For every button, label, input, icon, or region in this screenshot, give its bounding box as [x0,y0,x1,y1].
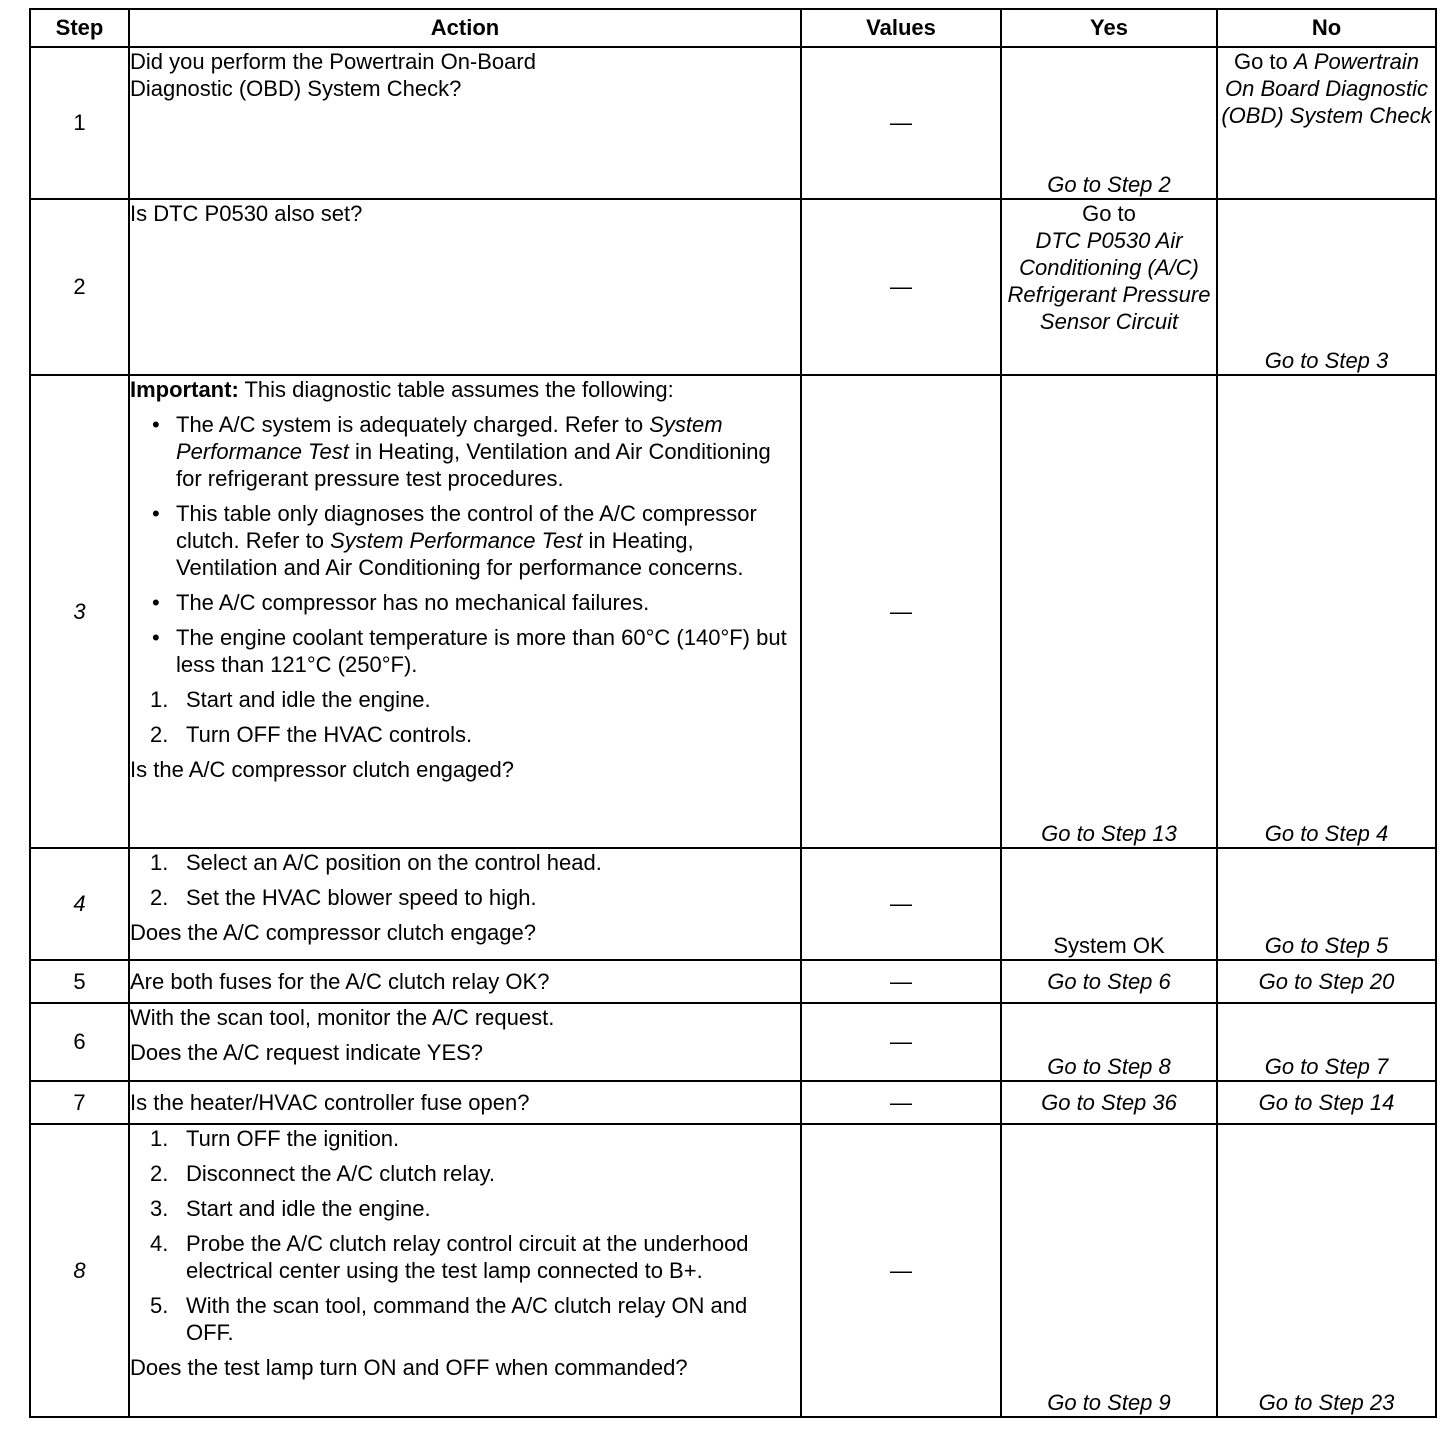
table-row-step-2 [30,199,1436,375]
diagnostic-table [29,8,1437,1418]
bullet-reference: System Performance Test [176,412,723,464]
header-yes: Yes [1001,9,1217,47]
bullet-reference: System Performance Test [330,528,583,553]
no-result: Go to Step 3 [1217,199,1436,375]
action-cell [129,1124,801,1417]
values-cell: — [801,1124,1001,1417]
step-index: 1. [150,850,169,875]
values-cell: — [801,199,1001,375]
list-item [130,1125,800,1152]
yes-result: System OK [1001,848,1217,960]
header-row [30,9,1436,47]
action-question: Does the A/C request indicate YES? [130,1040,484,1065]
action-cell [129,848,801,960]
list-item [130,686,800,713]
action-cell [129,1081,801,1124]
step-number: 1 [30,47,129,199]
step-text: Probe the A/C clutch relay control circuit at the underhood electrical center using the test lamp connected to B+. [186,1231,749,1283]
step-index: 2. [150,885,169,910]
assumptions-list [130,411,800,678]
table-row-step-5 [30,960,1436,1003]
bullet-text: The engine coolant temperature is more than 60°C (140°F) but less than 121°C (250°F). [176,625,787,677]
step-text: Turn OFF the HVAC controls. [186,722,473,747]
header-values: Values [801,9,1001,47]
table-row-step-6 [30,1003,1436,1081]
list-item [130,721,800,748]
action-question: Are both fuses for the A/C clutch relay OK? [130,969,550,994]
bullet-text: This table only diagnoses the control of the A/C compressor clutch. Refer to [176,501,757,553]
list-item [130,589,800,616]
action-question: Is DTC P0530 also set? [130,201,363,226]
no-result-reference: A Powertrain On Board Diagnostic (OBD) System Check [1221,49,1432,128]
important-text: This diagnostic table assumes the following: [238,377,674,402]
important-note [130,376,800,403]
list-item [130,1230,800,1284]
action-cell [129,375,801,848]
yes-result: Go to Step 9 [1001,1124,1217,1417]
list-item [130,884,800,911]
step-index: 1. [150,1126,169,1151]
no-result-prefix: Go to [1233,49,1288,74]
values-cell: — [801,375,1001,848]
step-text: Start and idle the engine. [186,687,431,712]
table-row-step-8 [30,1124,1436,1417]
no-result: Go to Step 4 [1217,375,1436,848]
bullet-text: The A/C compressor has no mechanical failures. [176,590,650,615]
action-question: Is the A/C compressor clutch engaged? [130,757,514,782]
bullet-text: in Heating, Ventilation and Air Conditioning for refrigerant pressure test procedures. [176,439,771,491]
procedure-steps [130,849,800,911]
values-cell: — [801,1003,1001,1081]
step-index: 1. [150,687,169,712]
step-text: Turn OFF the ignition. [186,1126,400,1151]
step-number: 3 [30,375,129,848]
bullet-text: The A/C system is adequately charged. Refer to [176,412,650,437]
yes-result-reference: DTC P0530 Air Conditioning (A/C) Refrigerant Pressure Sensor Circuit [1007,228,1211,334]
list-item [130,849,800,876]
action-question: Did you perform the Powertrain On-Board Diagnostic (OBD) System Check? [130,49,536,101]
important-label: Important: [130,377,239,402]
no-result [1217,47,1436,199]
step-text: Start and idle the engine. [186,1196,431,1221]
step-index: 3. [150,1196,169,1221]
header-step: Step [30,9,129,47]
list-item [130,1195,800,1222]
step-number: 2 [30,199,129,375]
action-cell [129,1003,801,1081]
table-row-step-4 [30,848,1436,960]
action-cell [129,47,801,199]
yes-result: Go to Step 13 [1001,375,1217,848]
bullet-text: in Heating, Ventilation and Air Conditioning for performance concerns. [176,528,744,580]
values-cell: — [801,47,1001,199]
yes-result: Go to Step 6 [1001,960,1217,1003]
step-text: Select an A/C position on the control head. [186,850,602,875]
no-result: Go to Step 23 [1217,1124,1436,1417]
step-number: 6 [30,1003,129,1081]
yes-result: Go to Step 2 [1001,47,1217,199]
table-row-step-1 [30,47,1436,199]
step-number: 8 [30,1124,129,1417]
yes-result [1001,199,1217,375]
action-cell [129,960,801,1003]
yes-result: Go to Step 36 [1001,1081,1217,1124]
table-row-step-3 [30,375,1436,848]
procedure-steps [130,686,800,748]
values-cell: — [801,960,1001,1003]
values-cell: — [801,848,1001,960]
action-instruction: With the scan tool, monitor the A/C request. [130,1005,555,1030]
action-question: Does the test lamp turn ON and OFF when commanded? [130,1355,688,1380]
step-number: 5 [30,960,129,1003]
step-number: 7 [30,1081,129,1124]
step-number: 4 [30,848,129,960]
no-result: Go to Step 7 [1217,1003,1436,1081]
list-item [130,500,800,581]
procedure-steps [130,1125,800,1346]
list-item [130,1292,800,1346]
list-item [130,411,800,492]
yes-result-prefix: Go to [1082,201,1136,226]
step-text: Disconnect the A/C clutch relay. [186,1161,495,1186]
step-text: With the scan tool, command the A/C clutch relay ON and OFF. [186,1293,748,1345]
no-result: Go to Step 5 [1217,848,1436,960]
header-action: Action [129,9,801,47]
values-cell: — [801,1081,1001,1124]
list-item [130,1160,800,1187]
no-result: Go to Step 14 [1217,1081,1436,1124]
step-index: 2. [150,722,169,747]
list-item [130,624,800,678]
no-result: Go to Step 20 [1217,960,1436,1003]
step-text: Set the HVAC blower speed to high. [186,885,537,910]
action-question: Does the A/C compressor clutch engage? [130,920,537,945]
action-cell [129,199,801,375]
step-index: 4. [150,1231,169,1256]
yes-result: Go to Step 8 [1001,1003,1217,1081]
step-index: 2. [150,1161,169,1186]
header-no: No [1217,9,1436,47]
step-index: 5. [150,1293,169,1318]
table-row-step-7 [30,1081,1436,1124]
action-question: Is the heater/HVAC controller fuse open? [130,1090,530,1115]
